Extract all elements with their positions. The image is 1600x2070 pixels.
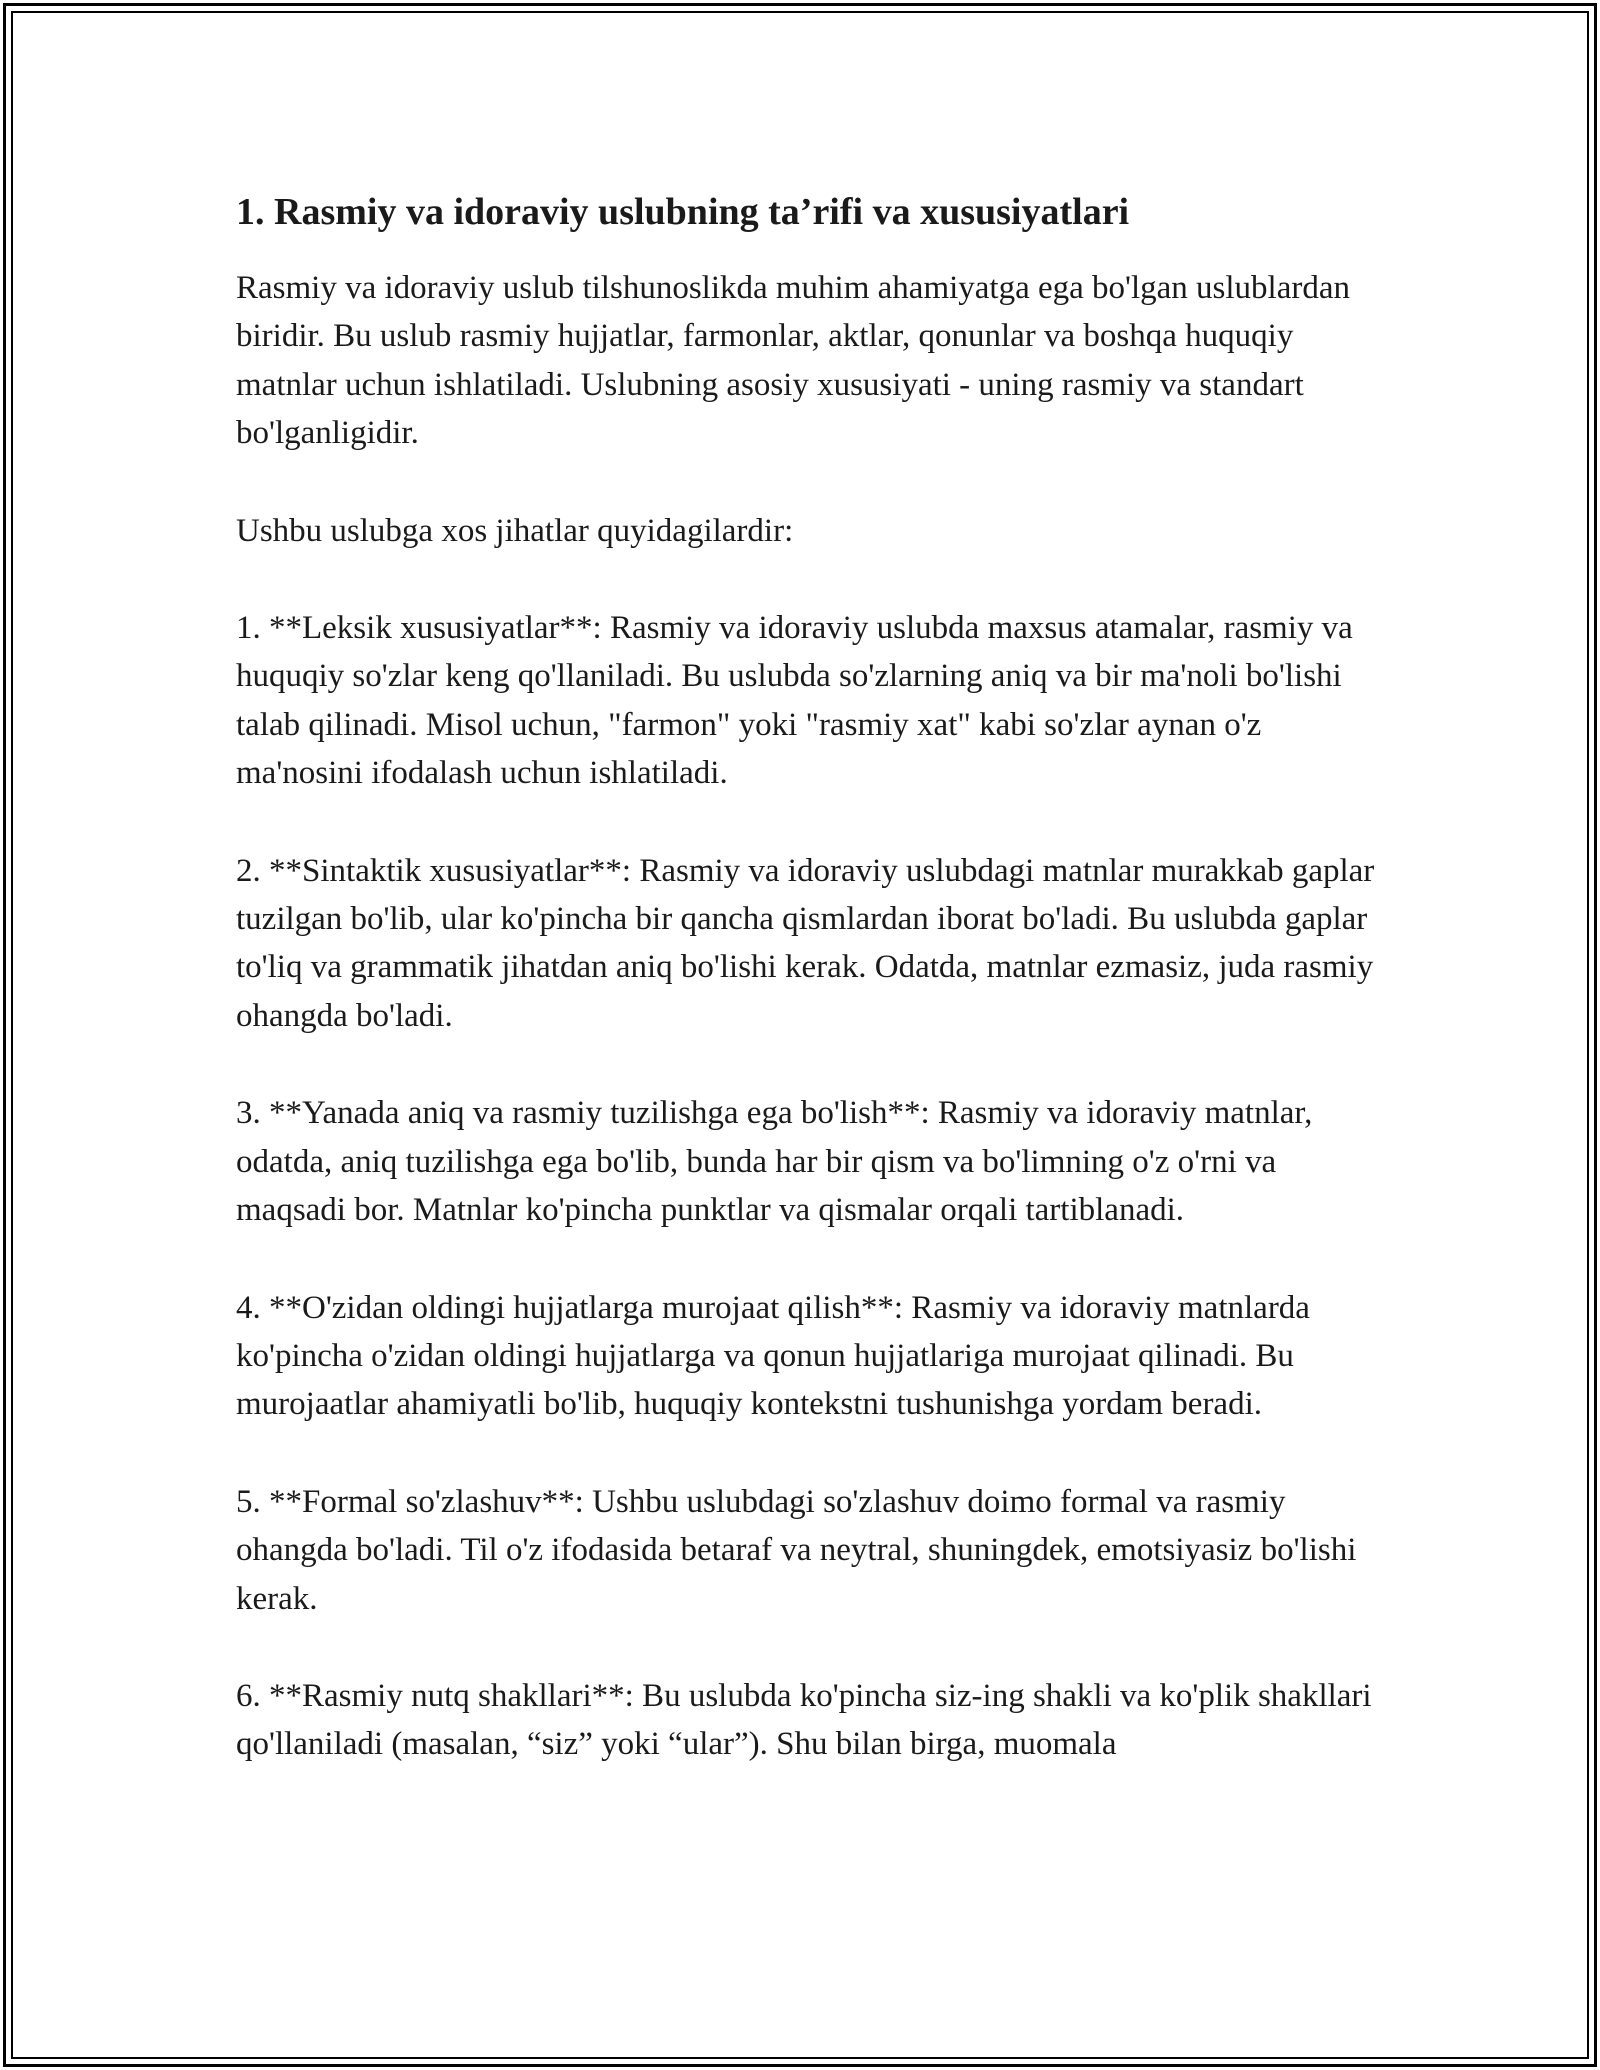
feature-speech-forms: 6. **Rasmiy nutq shakllari**: Bu uslubda ko'pincha siz-ing shakli va ko'plik shakllari qo'llaniladi (masalan, “siz” yoki “ular”). Shu bilan birga, muomala <box>236 1677 1372 1763</box>
feature-syntactic: 2. **Sintaktik xususiyatlar**: Rasmiy va idoraviy uslubdagi matnlar murakkab gaplar tuzilgan bo'lib, ular ko'pincha bir qancha qismlardan iborat bo'ladi. Bu uslubda gaplar to'liq va grammatik jihatdan aniq bo'lishi kerak. Odatda, matnlar ezmasiz, juda rasmiy ohangda bo'ladi. <box>236 852 1375 1034</box>
features-lead-in: Ushbu uslubga xos jihatlar quyidagilardir: <box>236 512 794 549</box>
document-body <box>236 186 1376 1818</box>
section-title: 1. Rasmiy va idoraviy uslubning ta’rifi va xususiyatlari <box>236 191 1130 233</box>
feature-lexical: 1. **Leksik xususiyatlar**: Rasmiy va idoraviy uslubda maxsus atamalar, rasmiy va huquqiy so'zlar keng qo'llaniladi. Bu uslubda so'zlarning aniq va bir ma'noli bo'lishi talab qilinadi. Misol uchun, "farmon" yoki "rasmiy xat" kabi so'zlar aynan o'z ma'nosini ifodalash uchun ishlatiladi. <box>236 610 1353 792</box>
intro-paragraph: Rasmiy va idoraviy uslub tilshunoslikda muhim ahamiyatga ega bo'lgan uslublardan biridir. Bu uslub rasmiy hujjatlar, farmonlar, aktlar, qonunlar va boshqa huquqiy matnlar uchun ishlatiladi. Uslubning asosiy xususiyati - uning rasmiy va standart bo'lganligidir. <box>236 270 1351 452</box>
feature-references: 4. **O'zidan oldingi hujjatlarga murojaat qilish**: Rasmiy va idoraviy matnlarda ko'pincha o'zidan oldingi hujjatlarga va qonun hujjatlariga murojaat qilinadi. Bu murojaatlar ahamiyatli bo'lib, huquqiy kontekstni tushunishga yordam beradi. <box>236 1289 1310 1423</box>
feature-structure: 3. **Yanada aniq va rasmiy tuzilishga ega bo'lish**: Rasmiy va idoraviy matnlar, odatda, aniq tuzilishga ega bo'lib, bunda har bir qism va bo'limning o'z o'rni va maqsadi bor. Matnlar ko'pincha punktlar va qismalar orqali tartiblanadi. <box>236 1095 1313 1229</box>
feature-formal-speech: 5. **Formal so'zlashuv**: Ushbu uslubdagi so'zlashuv doimo formal va rasmiy ohangda bo'ladi. Til o'z ifodasida betaraf va neytral, shuningdek, emotsiyasiz bo'lishi kerak. <box>236 1483 1357 1617</box>
